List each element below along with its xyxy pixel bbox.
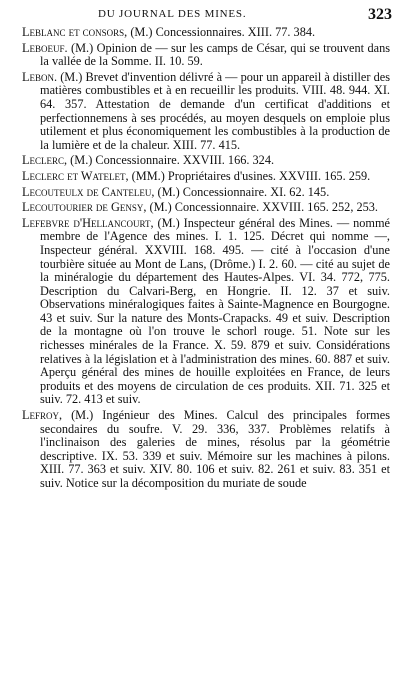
entry-text: , (M.) Concessionnaires. XIII. 77. 384. bbox=[124, 25, 316, 39]
entry-text: , (M.) Ingénieur des Mines. Calcul des principales formes secondaires du soufre. V. 29. 336, 337. Problèmes relatifs à l'inclinaison des galeries de mines, résolus par la géométrie descriptive. IX. 53. 339 et suiv. Mémoire sur les machines à pilons. XIII. 77. 363 et suiv. XIV. 80. 106 et suiv. 82. 261 et suiv. 83. 351 et suiv. Notice sur la décomposition du muriate de soude bbox=[40, 408, 390, 490]
entry-name: Leclerc bbox=[22, 153, 65, 168]
entry-name: Leboeuf. bbox=[22, 40, 68, 55]
entry-text: , (M.) Concessionnaire. XI. 62. 145. bbox=[151, 184, 330, 199]
index-entry bbox=[22, 409, 390, 491]
entry-name: Leclerc et Watelet bbox=[22, 168, 126, 183]
index-entry bbox=[22, 42, 390, 69]
entry-text: , (M.) Concessionnaire. XXVIII. 166. 324. bbox=[64, 153, 275, 168]
page-number: 323 bbox=[368, 6, 392, 23]
index-entry bbox=[22, 201, 390, 215]
index-entry bbox=[22, 186, 390, 200]
entry-text: , (M.) Inspecteur général des Mines. — nommé membre de l'Agence des mines. I. 1. 125. Décret qui nomme —, Inspecteur général. XXVIII. 168. 495. — cité à l'occasion d'une tourbière située au Mont de Lans, (Drôme.) I. 2. 60. — cité au sujet de la minéralogie du département des Hautes-Alpes. VI. 34. 772, 775. Description du Calvari-Berg, en Hongrie. II. 12. 37 et suiv. Observations minéralogiques faites à Sainte-Magnence en Bourgogne. 43 et suiv. Sur la nature des Monts-Crapacks. 49 et suiv. Description de la montagne où l'on trouve le schorl rouge. 51. Note sur les richesses minérales de la France. X. 59. 879 et suiv. Considérations relatives à la législation et à l'administration des mines. 60. 887 et suiv. Aperçu général des mines de houille exploitées en France, de leurs produits et des moyens de circulation de ces produits. XII. 71. 325 et suiv. 72. 413 et suiv. bbox=[40, 215, 391, 407]
entry-text: (M.) Opinion de — sur les camps de César, qui se trouvent dans la vallée de la Somme. II. 10. 59. bbox=[40, 40, 390, 69]
entry-name: Lefebvre d'Hellancourt bbox=[22, 215, 151, 230]
index-entry bbox=[22, 170, 390, 184]
index-entry bbox=[22, 217, 390, 407]
running-header bbox=[0, 6, 404, 24]
entry-name: Lebon. bbox=[22, 69, 58, 84]
index-entry bbox=[22, 154, 390, 168]
entry-text: (M.) Brevet d'invention délivré à — pour un appareil à distiller des matières combustibles et à en recueillir les produits. VIII. 48. 944. XI. 64. 357. Attestation de demande d'un certificat d'additions et perfectionnemens à ses procédés, au moyen desquels on emploie plus utilement et plus économiquement les combustibles à la production de la lumière et de la chaleur. XIII. 77. 415. bbox=[40, 69, 390, 152]
entry-name: Leblanc et consors bbox=[22, 25, 125, 39]
entry-name: Lecoutourier de Gensy bbox=[22, 200, 144, 215]
entry-text: , (MM.) Propriétaires d'usines. XXVIII. 165. 259. bbox=[125, 168, 371, 183]
entry-name: Lefroy bbox=[22, 408, 60, 423]
index-entries bbox=[22, 26, 390, 493]
index-entry bbox=[22, 26, 390, 40]
running-title: DU JOURNAL DES MINES. bbox=[98, 8, 247, 20]
entry-text: , (M.) Concessionnaire. XXVIII. 165. 252, 253. bbox=[143, 200, 379, 215]
entry-name: Lecouteulx de Canteleu bbox=[22, 184, 152, 199]
index-entry bbox=[22, 71, 390, 153]
